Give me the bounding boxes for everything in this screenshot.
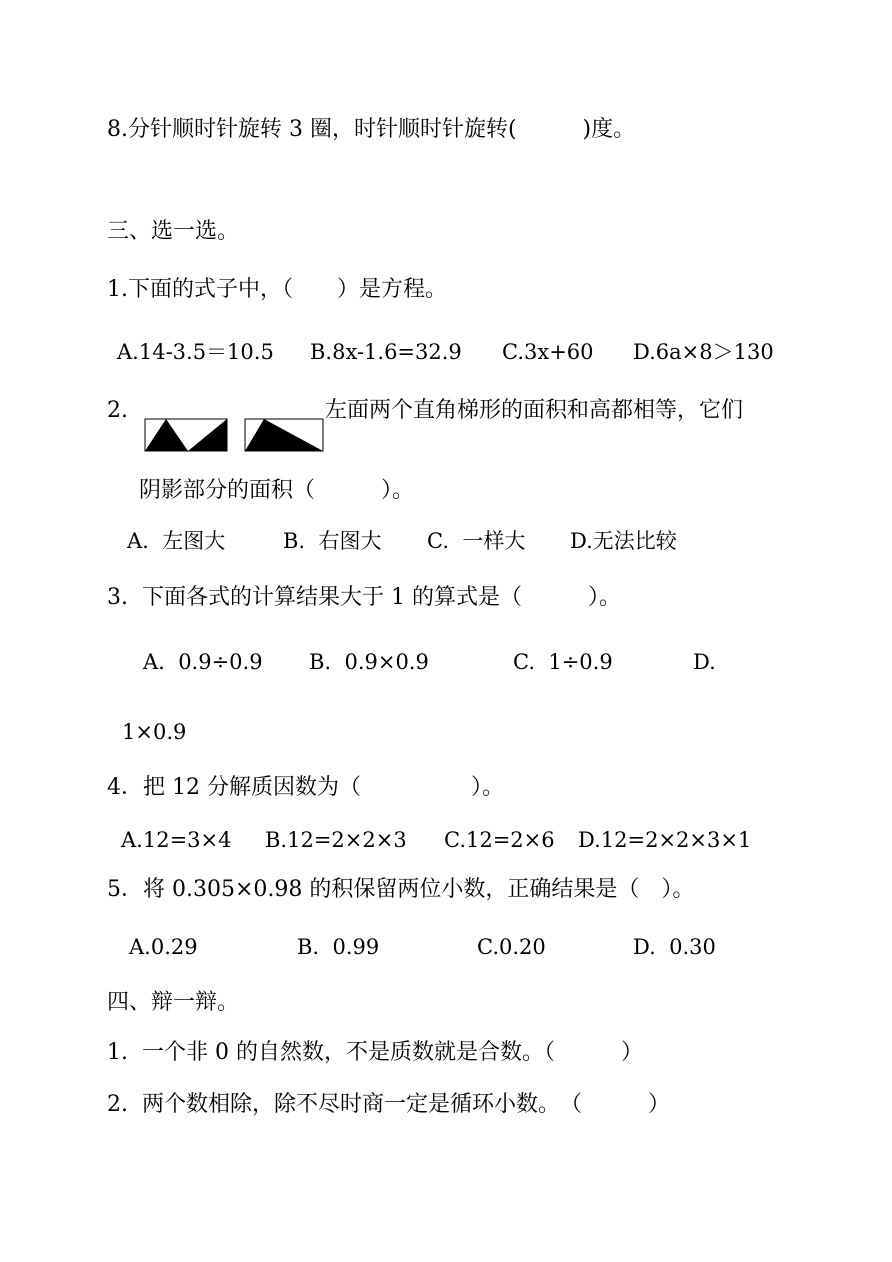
section-3-title: 三、选一选。 xyxy=(107,219,240,244)
s3-q5-option-d: D. 0.30 xyxy=(633,935,716,959)
s3-q2-stem-right: 左面两个直角梯形的面积和高都相等，它们 xyxy=(325,398,744,423)
s3-q2-option-a: A. 左图大 xyxy=(127,529,226,553)
s3-q1-option-b: B.8x-1.6=32.9 xyxy=(310,340,462,364)
s3-q5-stem: 5．将 0.305×0.98 的积保留两位小数，正确结果是（ ）。 xyxy=(107,877,695,902)
s3-q2-option-c: C. 一样大 xyxy=(427,529,526,553)
s3-q4-option-b: B.12=2×2×3 xyxy=(265,828,407,852)
s3-q5-option-c: C.0.20 xyxy=(477,935,546,959)
s3-q1-stem: 1.下面的式子中，（ ）是方程。 xyxy=(107,277,447,302)
s3-q4-option-c: C.12=2×6 xyxy=(444,828,555,852)
s3-q2-number: 2. xyxy=(107,398,128,423)
s3-q3-option-d-label: D. xyxy=(693,650,716,674)
s3-q5-option-a: A.0.29 xyxy=(129,935,198,959)
section-4-title: 四、辩一辩。 xyxy=(107,990,240,1015)
s3-q2-stem-cont: 阴影部分的面积（ ）。 xyxy=(139,478,415,503)
s3-q3-option-d-value: 1×0.9 xyxy=(122,720,187,744)
s3-q3-stem: 3. 下面各式的计算结果大于 1 的算式是（ ）。 xyxy=(107,585,621,610)
s3-q1-option-d: D.6a×8＞130 xyxy=(633,340,774,364)
s3-q4-stem: 4．把 12 分解质因数为（ ）。 xyxy=(107,775,504,800)
s3-q4-option-a: A.12=3×4 xyxy=(121,828,232,852)
s3-q3-option-b: B. 0.9×0.9 xyxy=(309,650,429,674)
trapezoid-left-figure xyxy=(144,418,228,452)
trapezoid-right-figure xyxy=(244,418,324,452)
s4-q2: 2. 两个数相除，除不尽时商一定是循环小数。 （ ） xyxy=(107,1092,670,1117)
s3-q4-option-d: D.12=2×2×3×1 xyxy=(578,828,752,852)
s4-q1: 1. 一个非 0 的自然数，不是质数就是合数。（ ） xyxy=(107,1040,643,1065)
question-8: 8.分针顺时针旋转 3 圈，时针顺时针旋转( )度。 xyxy=(107,117,636,142)
s3-q5-option-b: B. 0.99 xyxy=(297,935,380,959)
s3-q2-option-d: D.无法比较 xyxy=(570,529,677,553)
s3-q3-option-a: A. 0.9÷0.9 xyxy=(143,650,263,674)
s3-q2-option-b: B. 右图大 xyxy=(283,529,382,553)
s3-q3-option-c: C. 1÷0.9 xyxy=(513,650,613,674)
s3-q1-option-a: A.14-3.5＝10.5 xyxy=(117,340,274,364)
s3-q1-option-c: C.3x+60 xyxy=(502,340,594,364)
